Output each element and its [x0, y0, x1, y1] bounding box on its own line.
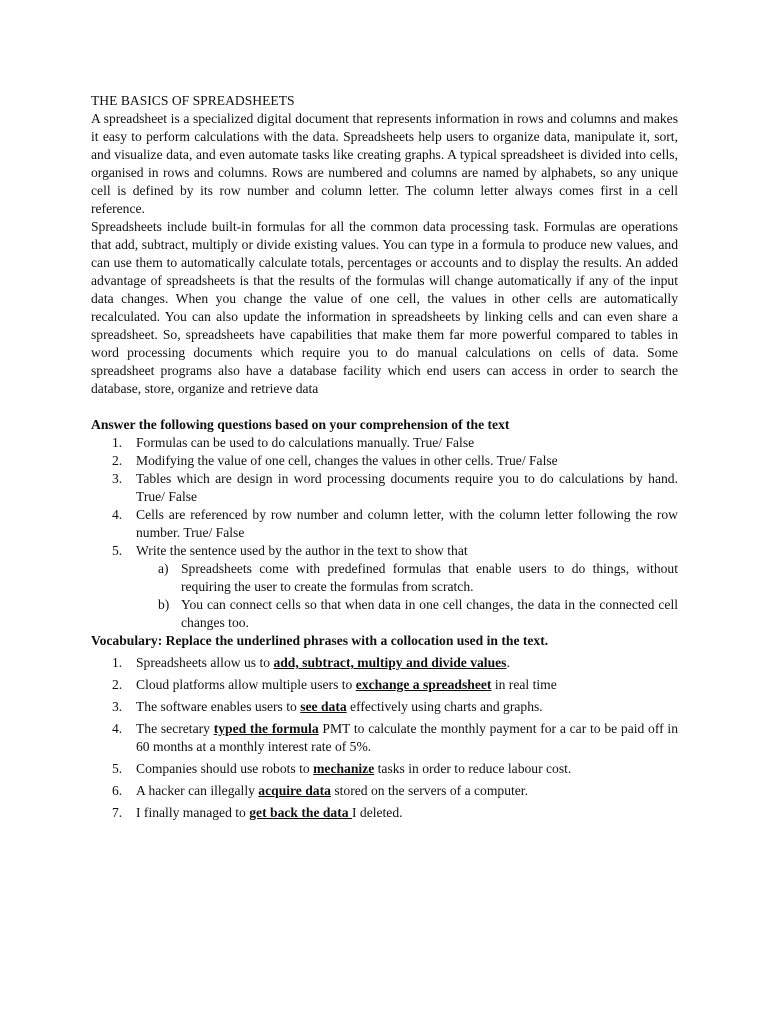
- underlined-phrase: mechanize: [313, 761, 375, 776]
- vocab-number: 1.: [112, 655, 123, 670]
- question-item: [91, 434, 678, 452]
- sub-question-list: [136, 560, 678, 632]
- sub-question-letter: b): [158, 597, 170, 612]
- sub-question-text: You can connect cells so that when data in one cell changes, the data in the connected cell changes too.: [181, 597, 678, 630]
- vocab-number: 5.: [112, 761, 123, 776]
- vocab-number: 4.: [112, 721, 123, 736]
- vocab-text-after: PMT to calculate the monthly payment for a car to be paid off in 60 months at a monthly interest rate of 5%.: [136, 721, 678, 754]
- vocab-text-before: Cloud platforms allow multiple users to: [136, 677, 356, 692]
- vocab-number: 3.: [112, 699, 123, 714]
- sub-question-text: Spreadsheets come with predefined formulas that enable users to do things, without requiring the user to create the formulas from scratch.: [181, 561, 678, 594]
- sub-question-item: [136, 596, 678, 632]
- underlined-phrase: typed the formula: [213, 721, 319, 736]
- question-text: Write the sentence used by the author in the text to show that: [136, 543, 468, 558]
- vocab-text-after: .: [506, 655, 510, 670]
- vocab-text-before: Companies should use robots to: [136, 761, 314, 776]
- question-text: Formulas can be used to do calculations manually. True/ False: [136, 435, 475, 450]
- paragraph-1: A spreadsheet is a specialized digital document that represents information in rows and columns and makes it easy to perform calculations with the data. Spreadsheets help users to organize data, manipulate it, sort, and visualize data, and even automate tasks like creating graphs. A typical spreadsheet is divided into cells, organised in rows and columns. Rows are numbered and columns are named by alphabets, so any unique cell is defined by its row number and column letter. The column letter always comes first in a cell reference.: [91, 111, 678, 216]
- underlined-phrase: exchange a spreadsheet: [355, 677, 492, 692]
- question-item: [91, 452, 678, 470]
- question-number: 1.: [112, 435, 123, 450]
- question-number: 4.: [112, 507, 123, 522]
- vocab-item: [91, 676, 678, 694]
- vocab-item: [91, 654, 678, 672]
- comprehension-heading: Answer the following questions based on your comprehension of the text: [91, 417, 510, 432]
- document-title: THE BASICS OF SPREADSHEETS: [91, 93, 295, 108]
- question-item: [91, 542, 678, 632]
- vocab-text-before: The software enables users to: [136, 699, 301, 714]
- underlined-phrase: get back the data: [249, 805, 352, 820]
- vocab-text-before: I finally managed to: [136, 805, 250, 820]
- question-number: 2.: [112, 453, 123, 468]
- sub-question-item: [136, 560, 678, 596]
- vocabulary-list: [91, 654, 678, 822]
- document-page: [91, 92, 678, 822]
- question-item: [91, 470, 678, 506]
- vocab-text-before: Spreadsheets allow us to: [136, 655, 274, 670]
- vocab-item: [91, 720, 678, 756]
- comprehension-list: [91, 434, 678, 632]
- vocab-number: 7.: [112, 805, 123, 820]
- vocab-text-before: The secretary: [136, 721, 214, 736]
- question-text: Cells are referenced by row number and column letter, with the column letter following the row number. True/ False: [136, 507, 678, 540]
- vocab-text-after: tasks in order to reduce labour cost.: [374, 761, 572, 776]
- underlined-phrase: add, subtract, multipy and divide values: [273, 655, 507, 670]
- question-number: 3.: [112, 471, 123, 486]
- question-text: Modifying the value of one cell, changes the values in other cells. True/ False: [136, 453, 558, 468]
- vocab-text-after: in real time: [491, 677, 557, 692]
- vocab-text-after: stored on the servers of a computer.: [330, 783, 528, 798]
- vocab-text-before: A hacker can illegally: [136, 783, 259, 798]
- vocab-item: [91, 760, 678, 778]
- vocabulary-heading: Vocabulary: Replace the underlined phrases with a collocation used in the text.: [91, 633, 549, 648]
- vocab-item: [91, 804, 678, 822]
- question-text: Tables which are design in word processing documents require you to do calculations by hand. True/ False: [136, 471, 678, 504]
- vocab-number: 6.: [112, 783, 123, 798]
- vocab-text-after: effectively using charts and graphs.: [346, 699, 543, 714]
- question-number: 5.: [112, 543, 123, 558]
- paragraph-2: Spreadsheets include built-in formulas for all the common data processing task. Formulas are operations that add, subtract, multiply or divide existing values. You can type in a formula to produce new values, and can use them to automatically calculate totals, percentages or accounts and to display the results. An added advantage of spreadsheets is that the results of the formulas will change automatically if any of the input data changes. When you change the value of one cell, the values in other cells are automatically recalculated. You can also update the information in spreadsheets by linking cells and can even share a spreadsheet. So, spreadsheets have capabilities that make them far more powerful compared to tables in word processing documents which require you to do manual calculations on cells of data. Some spreadsheet programs also have a database facility which end users can access in order to search the database, store, organize and retrieve data: [91, 219, 678, 396]
- underlined-phrase: see data: [300, 699, 347, 714]
- vocab-item: [91, 782, 678, 800]
- vocab-text-after: I deleted.: [351, 805, 403, 820]
- vocab-item: [91, 698, 678, 716]
- underlined-phrase: acquire data: [258, 783, 331, 798]
- vocab-number: 2.: [112, 677, 123, 692]
- sub-question-letter: a): [158, 561, 169, 576]
- question-item: [91, 506, 678, 542]
